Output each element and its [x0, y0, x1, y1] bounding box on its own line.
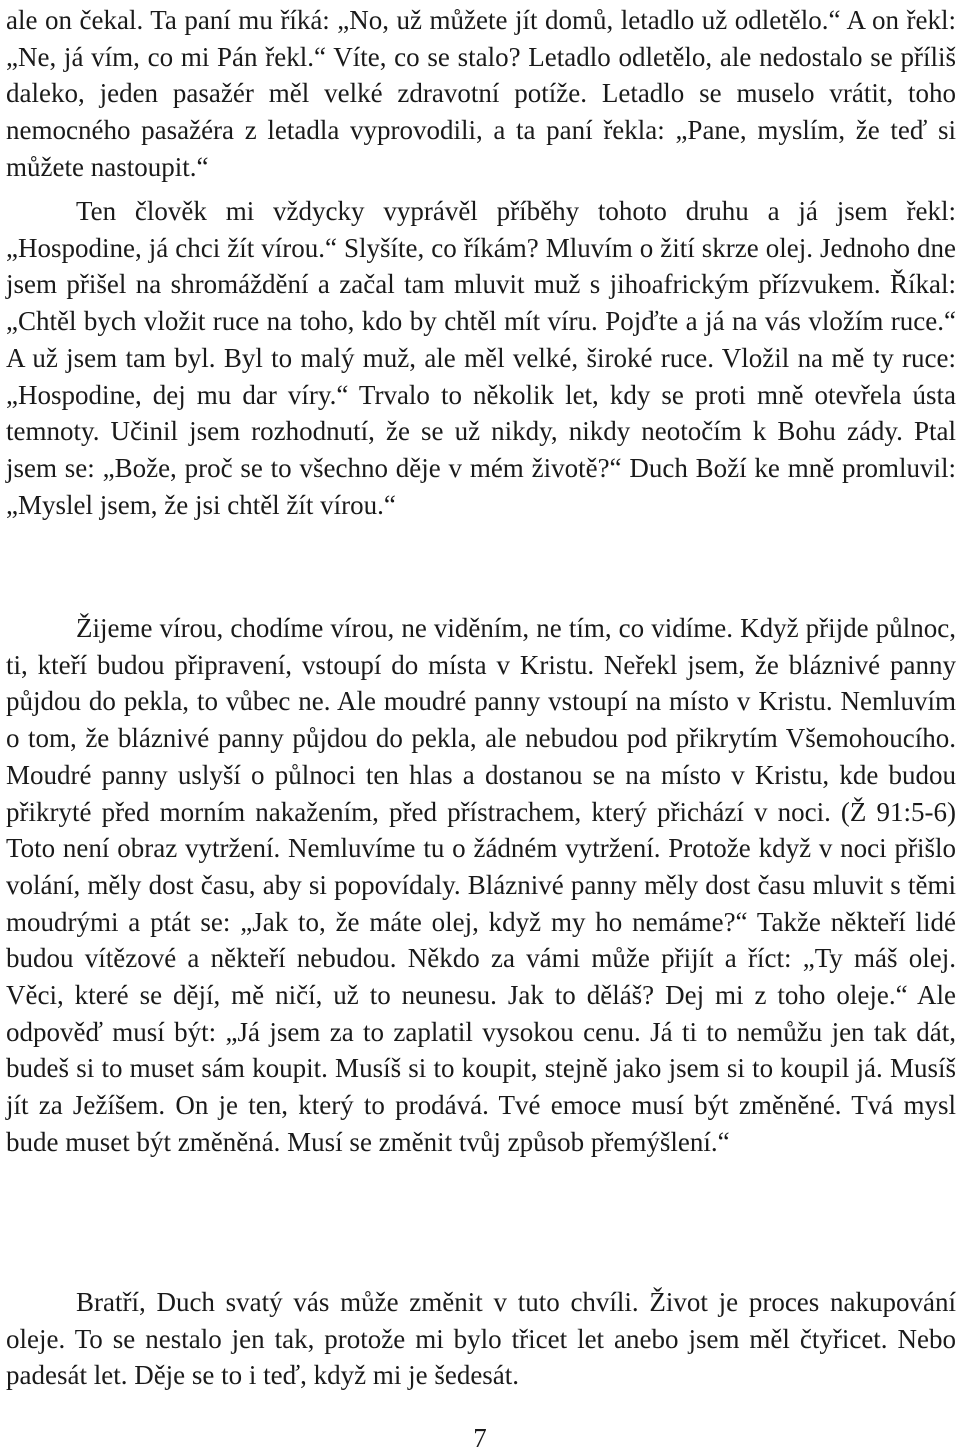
- paragraph-4: Bratří, Duch svatý vás může změnit v tuto chvíli. Život je proces nakupování oleje. To se nestalo jen tak, protože mi bylo třicet let anebo jsem měl čtyřicet. Nebo padesát let. Děje se to i teď, když mi je šedesát.: [6, 1287, 956, 1391]
- paragraph-3: Žijeme vírou, chodíme vírou, ne viděním, ne tím, co vidíme. Když přijde půlnoc, ti, kteří budou připravení, vstoupí do místa v Kristu. Neřekl jsem, že bláznivé panny půjdou do pekla, to vůbec ne. Ale moudré panny vstoupí na místo v Kristu. Nemluvím o tom, že bláznivé panny půjdou do pekla, ale nebudou pod přikrytím Všemohoucího. Moudré panny uslyší o půlnoci ten hlas a dostanou se na místo v Kristu, kde budou přikryté před morním nakažením, před přístrachem, který přichází v noci. (Ž 91:5-6) Toto není obraz vytržení. Nemluvíme tu o žádném vytržení. Protože když v noci přišlo volání, měly dost času, aby si popovídaly. Bláznivé panny měly dost času mluvit s těmi moudrými a ptát se: „Jak to, že máte olej, když my ho nemáme?“ Takže někteří lidé budou vítězové a někteří nebudou. Někdo za vámi může přijít a říct: „Ty máš olej. Věci, které se dějí, mě ničí, už to neunesu. Jak to děláš? Dej mi z toho oleje.“ Ale odpověď musí být: „Já jsem za to zaplatil vysokou cenu. Já ti to nemůžu jen tak dát, budeš si to muset sám koupit. Musíš si to koupit, stejně jako jsem si to koupil já. Musíš jít za Ježíšem. On je ten, který to prodává. Tvé emoce musí být změněné. Tvá mysl bude muset být změněná. Musí se změnit tvůj způsob přemýšlení.“: [6, 613, 956, 1157]
- page-number: 7: [473, 1423, 487, 1453]
- paragraph-2: Ten člověk mi vždycky vyprávěl příběhy tohoto druhu a já jsem řekl: „Hospodine, já chci žít vírou.“ Slyšíte, co říkám? Mluvím o žití skrze olej. Jednoho dne jsem přišel na shromáždění a začal tam mluvit muž s jihoafrickým přízvukem. Říkal: „Chtěl bych vložit ruce na toho, kdo by chtěl mít víru. Pojďte a já na vás vložím ruce.“ A už jsem tam byl. Byl to malý muž, ale měl velké, široké ruce. Vložil na mě ty ruce: „Hospodine, dej mu dar víry.“ Trvalo to několik let, kdy se proti mně otevřela ústa temnoty. Učinil jsem rozhodnutí, že se už nikdy, nikdy neotočím k Bohu zády. Ptal jsem se: „Bože, proč se to všechno děje v mém životě?“ Duch Boží ke mně promluvil: „Myslel jsem, že jsi chtěl žít vírou.“: [6, 196, 956, 520]
- paragraph-1: ale on čekal. Ta paní mu říká: „No, už můžete jít domů, letadlo už odletělo.“ A on řekl: „Ne, já vím, co mi Pán řekl.“ Víte, co se stalo? Letadlo odletělo, ale nedostalo se příliš daleko, jeden pasažér měl velké zdravotní potíže. Letadlo se muselo vrátit, toho nemocného pasažéra z letadla vyprovodili, a ta paní řekla: „Pane, myslím, že teď si můžete nastoupit.“: [6, 5, 956, 182]
